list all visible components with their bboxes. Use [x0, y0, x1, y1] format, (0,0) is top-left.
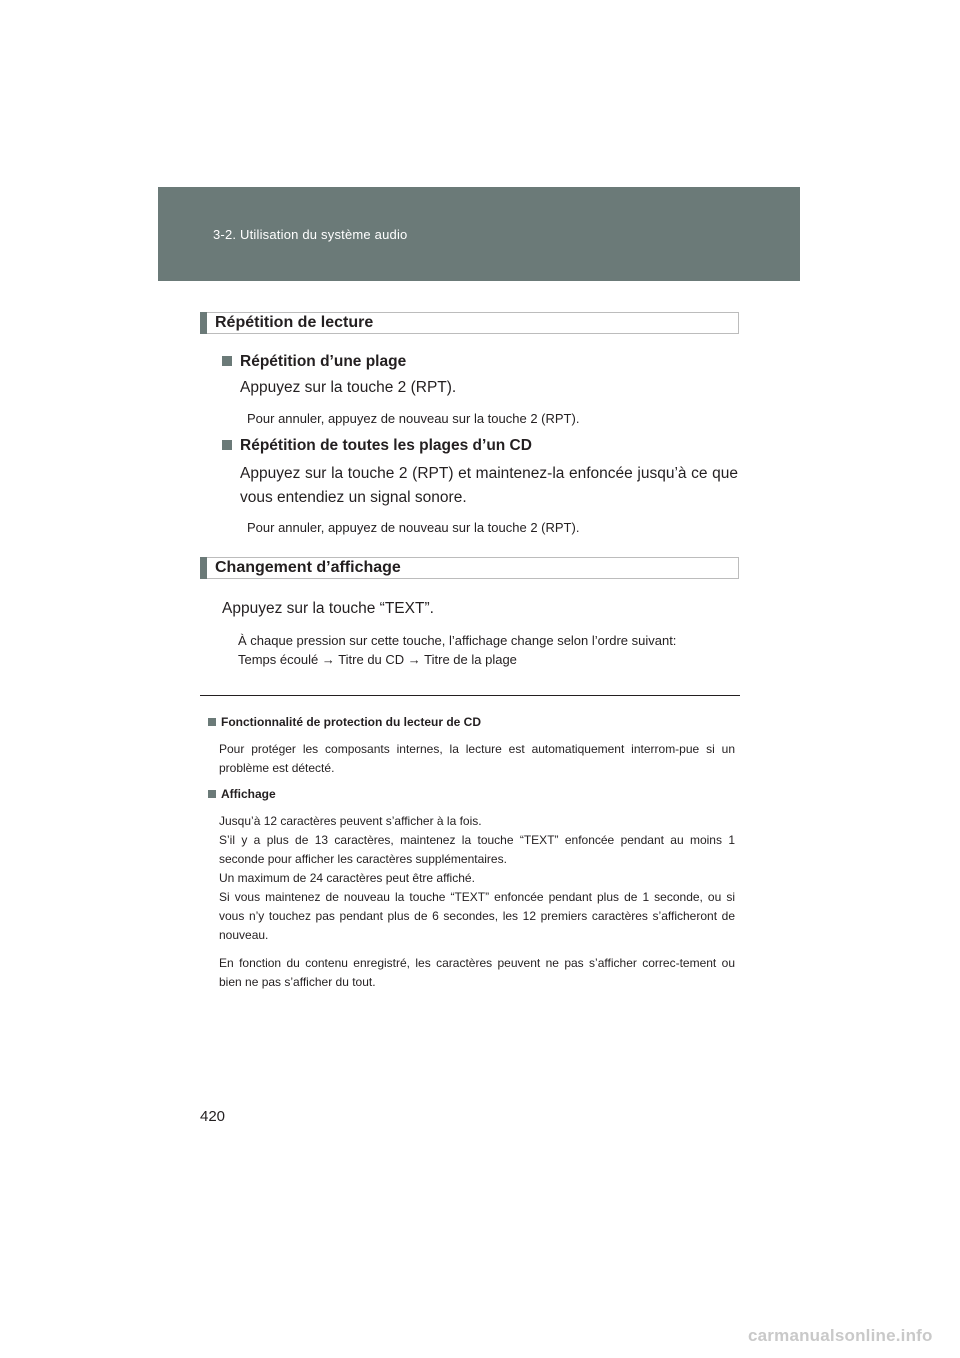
square-bullet-icon: [208, 718, 216, 726]
info-line: Jusqu’à 12 caractères peuvent s’afficher à la fois.: [219, 814, 482, 828]
info-heading-display: Affichage: [208, 787, 276, 801]
info-text-block: [219, 812, 735, 945]
square-bullet-icon: [208, 790, 216, 798]
section-heading-title: Changement d’affichage: [215, 559, 401, 576]
chapter-title: 3-2. Utilisation du système audio: [213, 227, 408, 242]
note-text: Pour annuler, appuyez de nouveau sur la touche 2 (RPT).: [247, 411, 580, 426]
section-heading-bar: [200, 312, 207, 334]
info-text: En fonction du contenu enregistré, les caractères peuvent ne pas s’afficher correc-tement ou bien ne pas s’afficher du tout.: [219, 956, 735, 989]
info-line: Un maximum de 24 caractères peut être affiché.: [219, 871, 475, 885]
square-bullet-icon: [222, 356, 232, 366]
subheading-repeat-all: Répétition de toutes les plages d’un CD: [222, 437, 532, 455]
watermark: carmanualsonline.info: [748, 1326, 933, 1345]
info-line: Si vous maintenez de nouveau la touche “TEXT” enfoncée pendant plus de 1 seconde, ou si vous n’y touchez pas pendant plus de 6 secondes, les 12 premiers caractères s’afficheront de nouveau.: [219, 890, 735, 942]
info-line: S’il y a plus de 13 caractères, maintenez la touche “TEXT” enfoncée pendant au moins 1 seconde pour afficher les caractères supplémentaires.: [219, 833, 735, 866]
info-heading-protection: Fonctionnalité de protection du lecteur de CD: [208, 715, 481, 729]
note-sequence: Temps écoulé → Titre du CD → Titre de la plage: [238, 652, 517, 667]
section-heading-title: Répétition de lecture: [215, 314, 374, 331]
page-number: 420: [200, 1108, 226, 1125]
divider-line: [200, 695, 740, 696]
section-heading-repeat: [200, 312, 739, 334]
section-heading-bar: [200, 557, 207, 579]
square-bullet-icon: [222, 440, 232, 450]
subheading-repeat-track: Répétition d’une plage: [222, 353, 406, 371]
step-text: Appuyez sur la touche “TEXT”.: [222, 600, 434, 617]
step-text: Appuyez sur la touche 2 (RPT) et maintenez-la enfoncée jusqu’à ce que vous entendiez un signal sonore.: [240, 465, 738, 506]
chapter-header-band: [158, 187, 800, 281]
note-text: À chaque pression sur cette touche, l’affichage change selon l’ordre suivant:: [238, 633, 677, 648]
note-text: Pour annuler, appuyez de nouveau sur la touche 2 (RPT).: [247, 520, 580, 535]
step-text: Appuyez sur la touche 2 (RPT).: [240, 379, 457, 396]
section-heading-display: [200, 557, 739, 579]
info-text: Pour protéger les composants internes, la lecture est automatiquement interrom-pue si un problème est détecté.: [219, 742, 735, 775]
